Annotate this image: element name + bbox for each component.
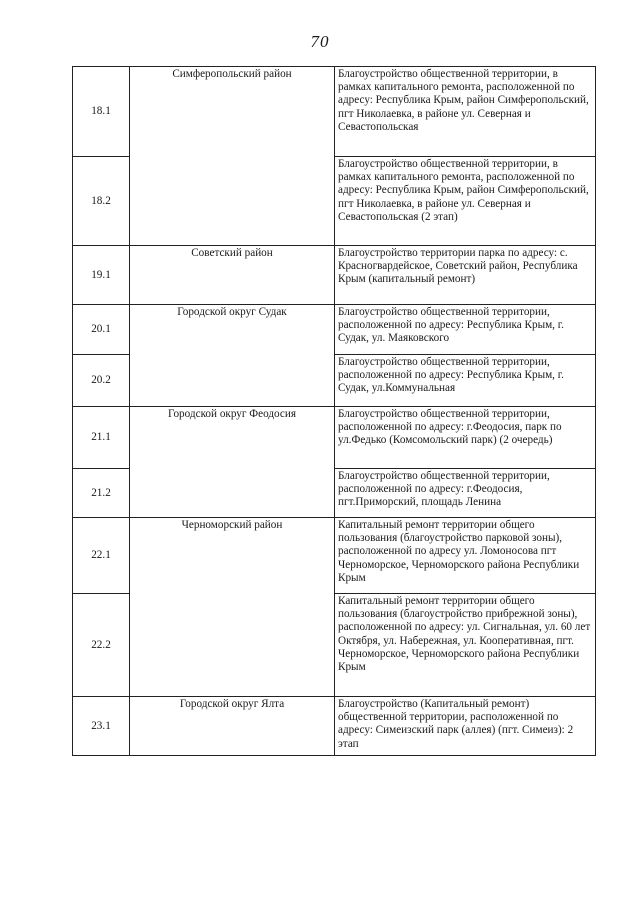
municipality-cell: Советский район bbox=[130, 246, 335, 305]
row-number: 18.2 bbox=[73, 157, 130, 246]
municipality-cell: Городской округ Судак bbox=[130, 305, 335, 407]
page-number: 70 bbox=[310, 32, 330, 51]
municipality-cell: Симферопольский район bbox=[130, 67, 335, 246]
description-cell: Благоустройство общественной территории, расположенной по адресу: Республика Крым, г. Судак, ул. Маяковского bbox=[335, 305, 596, 355]
description-cell: Благоустройство территории парка по адресу: с. Красногвардейское, Советский район, Республика Крым (капитальный ремонт) bbox=[335, 246, 596, 305]
municipality-cell: Городской округ Ялта bbox=[130, 697, 335, 756]
description-cell: Капитальный ремонт территории общего пользования (благоустройство прибрежной зоны), расположенной по адресу: ул. Сигнальная, ул. 60 лет Октября, ул. Набережная, ул. Кооперативная, пгт. Черноморское, Черноморского района Республики Крым bbox=[335, 594, 596, 697]
description-cell: Благоустройство (Капитальный ремонт) общественной территории, расположенной по адресу: Симеизский парк (аллея) (пгт. Симеиз): 2 этап bbox=[335, 697, 596, 756]
municipality-cell: Черноморский район bbox=[130, 518, 335, 697]
table-row bbox=[73, 67, 596, 157]
description-cell: Благоустройство общественной территории, в рамках капитального ремонта, расположенной по адресу: Республика Крым, район Симферопольский, пгт Николаевка, в районе ул. Северная и Севастопольская (2 этап) bbox=[335, 157, 596, 246]
table-row bbox=[73, 518, 596, 594]
row-number: 21.2 bbox=[73, 469, 130, 518]
row-number: 22.1 bbox=[73, 518, 130, 594]
municipality-cell: Городской округ Феодосия bbox=[130, 407, 335, 518]
description-cell: Благоустройство общественной территории, расположенной по адресу: Республика Крым, г. Судак, ул.Коммунальная bbox=[335, 355, 596, 407]
row-number: 22.2 bbox=[73, 594, 130, 697]
row-number: 21.1 bbox=[73, 407, 130, 469]
description-cell: Благоустройство общественной территории, в рамках капитального ремонта, расположенной по адресу: Республика Крым, район Симферопольский, пгт Николаевка, в районе ул. Северная и Севастопольская bbox=[335, 67, 596, 157]
works-table bbox=[72, 66, 596, 756]
description-cell: Капитальный ремонт территории общего пользования (благоустройство парковой зоны), расположенной по адресу ул. Ломоносова пгт Черноморское, Черноморского района Республики Крым bbox=[335, 518, 596, 594]
row-number: 20.2 bbox=[73, 355, 130, 407]
row-number: 23.1 bbox=[73, 697, 130, 756]
description-cell: Благоустройство общественной территории, расположенной по адресу: г.Феодосия, пгт.Приморский, площадь Ленина bbox=[335, 469, 596, 518]
table-row bbox=[73, 407, 596, 469]
table-row bbox=[73, 246, 596, 305]
description-cell: Благоустройство общественной территории, расположенной по адресу: г.Феодосия, парк по ул.Федько (Комсомольский парк) (2 очередь) bbox=[335, 407, 596, 469]
row-number: 19.1 bbox=[73, 246, 130, 305]
table-row bbox=[73, 697, 596, 756]
table-row bbox=[73, 305, 596, 355]
row-number: 20.1 bbox=[73, 305, 130, 355]
row-number: 18.1 bbox=[73, 67, 130, 157]
